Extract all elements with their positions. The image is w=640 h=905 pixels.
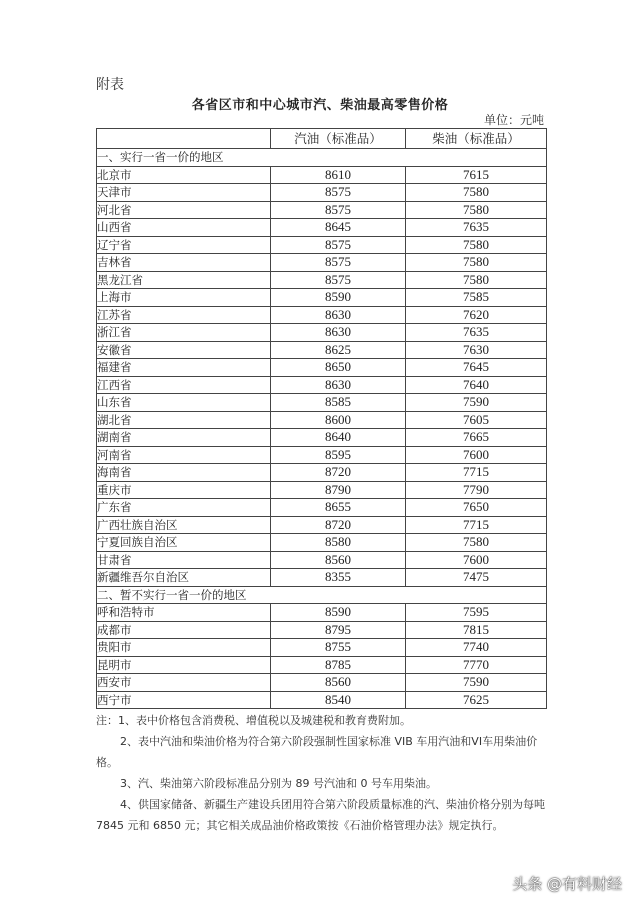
diesel-price-cell: 7650 (406, 499, 547, 517)
region-cell: 辽宁省 (97, 236, 271, 254)
diesel-price-cell: 7580 (406, 271, 547, 289)
appendix-label: 附表 (96, 77, 124, 93)
diesel-price-cell: 7580 (406, 534, 547, 552)
diesel-price-cell: 7600 (406, 446, 547, 464)
diesel-price-cell: 7625 (406, 691, 547, 709)
document-title: 各省区市和中心城市汽、柴油最高零售价格 (191, 98, 449, 113)
region-cell: 呼和浩特市 (97, 604, 271, 622)
gasoline-price-cell: 8650 (271, 359, 406, 377)
diesel-price-cell: 7580 (406, 236, 547, 254)
table-row (97, 184, 547, 202)
table-row (97, 324, 547, 342)
diesel-price-cell: 7640 (406, 376, 547, 394)
watermark: 头条 @有料财经 (512, 875, 622, 893)
diesel-price-cell: 7585 (406, 289, 547, 307)
gasoline-price-cell: 8655 (271, 499, 406, 517)
diesel-price-cell: 7580 (406, 254, 547, 272)
table-row (97, 621, 547, 639)
section-label: 一、实行一省一价的地区 (97, 149, 547, 167)
diesel-price-cell: 7715 (406, 464, 547, 482)
table-row (97, 341, 547, 359)
table-row (97, 411, 547, 429)
table-row (97, 201, 547, 219)
region-cell: 新疆维吾尔自治区 (97, 569, 271, 587)
gasoline-price-cell: 8355 (271, 569, 406, 587)
gasoline-price-cell: 8785 (271, 656, 406, 674)
table-body (97, 149, 547, 709)
note-3: 3、汽、柴油第六阶段标准品分别为 89 号汽油和 0 号车用柴油。 (120, 777, 437, 790)
table-row (97, 569, 547, 587)
region-cell: 湖北省 (97, 411, 271, 429)
region-cell: 河南省 (97, 446, 271, 464)
diesel-price-cell: 7815 (406, 621, 547, 639)
region-cell: 黑龙江省 (97, 271, 271, 289)
table-row (97, 254, 547, 272)
region-cell: 天津市 (97, 184, 271, 202)
gasoline-price-cell: 8630 (271, 376, 406, 394)
region-cell: 广东省 (97, 499, 271, 517)
gasoline-price-cell: 8585 (271, 394, 406, 412)
diesel-price-cell: 7580 (406, 184, 547, 202)
table-row (97, 639, 547, 657)
region-cell: 河北省 (97, 201, 271, 219)
region-cell: 江苏省 (97, 306, 271, 324)
notes (96, 710, 548, 836)
region-cell: 甘肃省 (97, 551, 271, 569)
table-row (97, 306, 547, 324)
header-region (97, 129, 271, 149)
table-row (97, 429, 547, 447)
region-cell: 成都市 (97, 621, 271, 639)
gasoline-price-cell: 8595 (271, 446, 406, 464)
table-row (97, 534, 547, 552)
section-row (97, 149, 547, 167)
table-row (97, 481, 547, 499)
diesel-price-cell: 7590 (406, 674, 547, 692)
diesel-price-cell: 7590 (406, 394, 547, 412)
gasoline-price-cell: 8720 (271, 464, 406, 482)
region-cell: 昆明市 (97, 656, 271, 674)
diesel-price-cell: 7605 (406, 411, 547, 429)
gasoline-price-cell: 8575 (271, 201, 406, 219)
diesel-price-cell: 7645 (406, 359, 547, 377)
gasoline-price-cell: 8575 (271, 236, 406, 254)
table-row (97, 376, 547, 394)
note-1: 注：1、表中价格包含消费税、增值税以及城建税和教育费附加。 (96, 714, 411, 727)
diesel-price-cell: 7615 (406, 166, 547, 184)
note-2: 2、表中汽油和柴油价格为符合第六阶段强制性国家标准 VIB 车用汽油和VI车用柴油价格。 (96, 735, 538, 769)
price-table (96, 128, 547, 709)
gasoline-price-cell: 8560 (271, 551, 406, 569)
region-cell: 山东省 (97, 394, 271, 412)
region-cell: 浙江省 (97, 324, 271, 342)
region-cell: 贵阳市 (97, 639, 271, 657)
note-4: 4、供国家储备、新疆生产建设兵团用符合第六阶段质量标准的汽、柴油价格分别为每吨 7845 元和 6850 元；其它相关成品油价格政策按《石油价格管理办法》规定执行。 (96, 798, 545, 832)
diesel-price-cell: 7665 (406, 429, 547, 447)
table-row (97, 219, 547, 237)
gasoline-price-cell: 8590 (271, 289, 406, 307)
header-gasoline: 汽油（标准品） (271, 129, 406, 149)
region-cell: 湖南省 (97, 429, 271, 447)
section-row (97, 586, 547, 604)
gasoline-price-cell: 8560 (271, 674, 406, 692)
region-cell: 海南省 (97, 464, 271, 482)
table-row (97, 166, 547, 184)
table-row (97, 446, 547, 464)
region-cell: 山西省 (97, 219, 271, 237)
table-header-row (97, 129, 547, 149)
region-cell: 广西壮族自治区 (97, 516, 271, 534)
diesel-price-cell: 7595 (406, 604, 547, 622)
gasoline-price-cell: 8625 (271, 341, 406, 359)
table-row (97, 656, 547, 674)
table-row (97, 271, 547, 289)
gasoline-price-cell: 8645 (271, 219, 406, 237)
diesel-price-cell: 7475 (406, 569, 547, 587)
section-label: 二、暂不实行一省一价的地区 (97, 586, 547, 604)
table-row (97, 551, 547, 569)
unit-label: 单位：元吨 (483, 113, 544, 127)
diesel-price-cell: 7770 (406, 656, 547, 674)
diesel-price-cell: 7630 (406, 341, 547, 359)
table-row (97, 464, 547, 482)
region-cell: 福建省 (97, 359, 271, 377)
gasoline-price-cell: 8580 (271, 534, 406, 552)
gasoline-price-cell: 8575 (271, 254, 406, 272)
diesel-price-cell: 7620 (406, 306, 547, 324)
table-row (97, 499, 547, 517)
gasoline-price-cell: 8720 (271, 516, 406, 534)
gasoline-price-cell: 8755 (271, 639, 406, 657)
diesel-price-cell: 7790 (406, 481, 547, 499)
region-cell: 安徽省 (97, 341, 271, 359)
gasoline-price-cell: 8640 (271, 429, 406, 447)
table-row (97, 394, 547, 412)
table-row (97, 516, 547, 534)
region-cell: 重庆市 (97, 481, 271, 499)
region-cell: 吉林省 (97, 254, 271, 272)
table-row (97, 236, 547, 254)
table-row (97, 359, 547, 377)
diesel-price-cell: 7740 (406, 639, 547, 657)
gasoline-price-cell: 8600 (271, 411, 406, 429)
gasoline-price-cell: 8630 (271, 306, 406, 324)
header-diesel: 柴油（标准品） (406, 129, 547, 149)
table-row (97, 691, 547, 709)
gasoline-price-cell: 8575 (271, 184, 406, 202)
region-cell: 宁夏回族自治区 (97, 534, 271, 552)
gasoline-price-cell: 8630 (271, 324, 406, 342)
table-row (97, 289, 547, 307)
diesel-price-cell: 7635 (406, 324, 547, 342)
gasoline-price-cell: 8575 (271, 271, 406, 289)
region-cell: 北京市 (97, 166, 271, 184)
diesel-price-cell: 7635 (406, 219, 547, 237)
diesel-price-cell: 7715 (406, 516, 547, 534)
gasoline-price-cell: 8795 (271, 621, 406, 639)
diesel-price-cell: 7600 (406, 551, 547, 569)
region-cell: 江西省 (97, 376, 271, 394)
region-cell: 西宁市 (97, 691, 271, 709)
table-row (97, 604, 547, 622)
gasoline-price-cell: 8540 (271, 691, 406, 709)
table-row (97, 674, 547, 692)
diesel-price-cell: 7580 (406, 201, 547, 219)
gasoline-price-cell: 8790 (271, 481, 406, 499)
gasoline-price-cell: 8610 (271, 166, 406, 184)
region-cell: 上海市 (97, 289, 271, 307)
gasoline-price-cell: 8590 (271, 604, 406, 622)
region-cell: 西安市 (97, 674, 271, 692)
